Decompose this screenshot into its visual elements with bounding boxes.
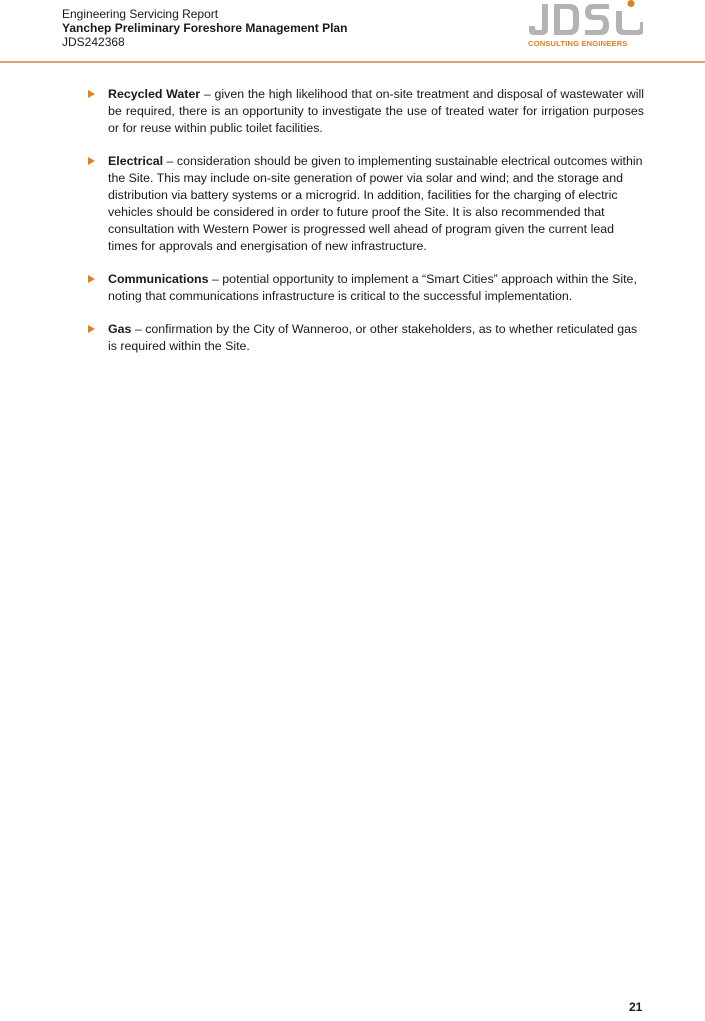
bullet-paragraph (108, 153, 644, 255)
bullet-text: – potential opportunity to implement a “Smart Cities” approach within the Site, noting that communications infrastructure is critical to the successful implementation. (108, 272, 637, 303)
bullet-communications (88, 271, 644, 305)
page-number: 21 (629, 1000, 643, 1014)
bullet-text: – confirmation by the City of Wanneroo, or other stakeholders, as to whether reticulated gas is required within the Site. (108, 322, 638, 353)
triangle-bullet-icon (88, 275, 95, 283)
triangle-bullet-icon (88, 90, 95, 98)
bullet-paragraph (108, 271, 644, 305)
document-header (62, 7, 347, 49)
bullet-text: – given the high likelihood that on-site treatment and disposal of wastewater will be required, there is an opportunity to investigate the use of treated water for irrigation purposes or for reuse within public toilet facilities. (108, 87, 644, 135)
company-logo (527, 0, 645, 50)
report-title: Yanchep Preliminary Foreshore Management Plan (62, 21, 348, 35)
project-number: JDS242368 (62, 35, 125, 49)
logo-letters-jdsi (527, 0, 643, 36)
bullet-text: – consideration should be given to implementing sustainable electrical outcomes within the Site. This may include on-site generation of power via solar and wind; and the storage and distribution via battery systems or a microgrid. In addition, facilities for the charging of electric vehicles should be considered in order to future proof the Site. It is also recommended that consultation with Western Power is progressed well ahead of program given the current lead times for approvals and energisation of new infrastructure. (108, 154, 643, 253)
bullet-electrical (88, 153, 644, 255)
bullet-gas (88, 321, 644, 355)
bullet-recycled-water (88, 86, 644, 137)
bullet-paragraph (108, 321, 644, 355)
bullet-list (88, 86, 644, 355)
bullet-term: Communications (108, 272, 209, 286)
bullet-paragraph (108, 86, 644, 137)
logo-subtitle: CONSULTING ENGINEERS (528, 39, 628, 48)
triangle-bullet-icon (88, 325, 95, 333)
bullet-term: Gas (108, 322, 132, 336)
triangle-bullet-icon (88, 157, 95, 165)
bullet-term: Recycled Water (108, 87, 201, 101)
bullet-term: Electrical (108, 154, 164, 168)
header-divider (0, 61, 705, 63)
report-type: Engineering Servicing Report (62, 7, 219, 21)
